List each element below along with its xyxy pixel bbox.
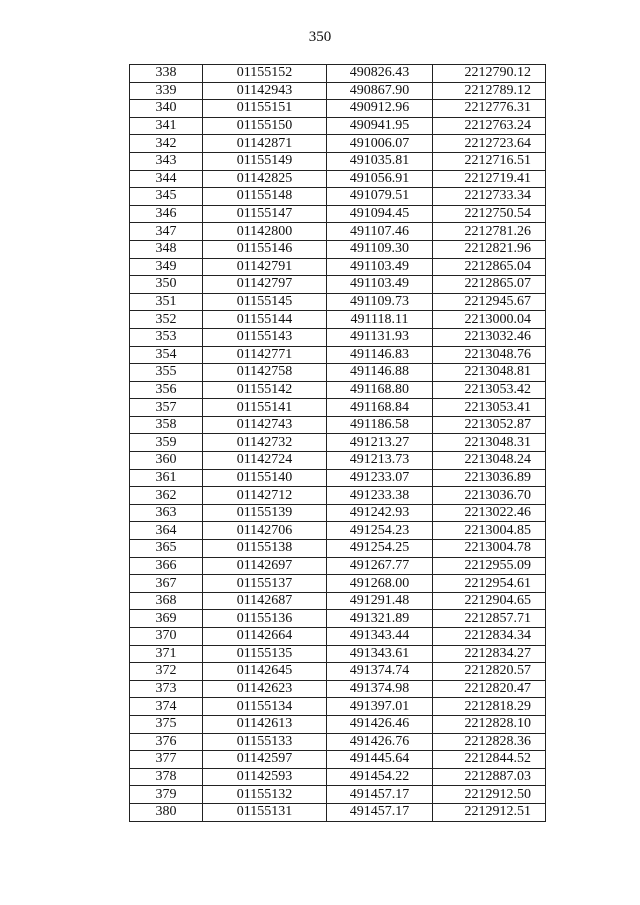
x-coordinate-cell: 491168.80 bbox=[327, 381, 433, 399]
row-number-cell: 359 bbox=[130, 434, 203, 452]
page-number: 350 bbox=[308, 29, 332, 45]
row-number-cell: 361 bbox=[130, 469, 203, 487]
code-cell: 01142593 bbox=[203, 768, 327, 786]
x-coordinate-cell: 491079.51 bbox=[327, 188, 433, 206]
table-row bbox=[130, 592, 546, 610]
code-cell: 01142687 bbox=[203, 592, 327, 610]
x-coordinate-cell: 491254.25 bbox=[327, 540, 433, 558]
code-cell: 01155131 bbox=[203, 803, 327, 821]
code-cell: 01155148 bbox=[203, 188, 327, 206]
y-coordinate-cell: 2213022.46 bbox=[433, 504, 546, 522]
y-coordinate-cell: 2212912.51 bbox=[433, 803, 546, 821]
x-coordinate-cell: 491168.84 bbox=[327, 399, 433, 417]
table-row bbox=[130, 575, 546, 593]
code-cell: 01142771 bbox=[203, 346, 327, 364]
table-row bbox=[130, 170, 546, 188]
row-number-cell: 348 bbox=[130, 240, 203, 258]
y-coordinate-cell: 2212763.24 bbox=[433, 117, 546, 135]
table-row bbox=[130, 293, 546, 311]
x-coordinate-cell: 490867.90 bbox=[327, 82, 433, 100]
table-row bbox=[130, 663, 546, 681]
row-number-cell: 373 bbox=[130, 680, 203, 698]
y-coordinate-cell: 2212781.26 bbox=[433, 223, 546, 241]
table-row bbox=[130, 188, 546, 206]
x-coordinate-cell: 491454.22 bbox=[327, 768, 433, 786]
row-number-cell: 371 bbox=[130, 645, 203, 663]
row-number-cell: 360 bbox=[130, 452, 203, 470]
code-cell: 01142613 bbox=[203, 715, 327, 733]
code-cell: 01155141 bbox=[203, 399, 327, 417]
table-row bbox=[130, 803, 546, 821]
y-coordinate-cell: 2213053.41 bbox=[433, 399, 546, 417]
row-number-cell: 375 bbox=[130, 715, 203, 733]
y-coordinate-cell: 2212818.29 bbox=[433, 698, 546, 716]
y-coordinate-cell: 2213052.87 bbox=[433, 416, 546, 434]
y-coordinate-cell: 2213048.81 bbox=[433, 364, 546, 382]
y-coordinate-cell: 2212716.51 bbox=[433, 152, 546, 170]
table-row bbox=[130, 117, 546, 135]
code-cell: 01142791 bbox=[203, 258, 327, 276]
x-coordinate-cell: 491107.46 bbox=[327, 223, 433, 241]
code-cell: 01155140 bbox=[203, 469, 327, 487]
y-coordinate-cell: 2213048.31 bbox=[433, 434, 546, 452]
code-cell: 01155136 bbox=[203, 610, 327, 628]
y-coordinate-cell: 2212844.52 bbox=[433, 751, 546, 769]
x-coordinate-cell: 490912.96 bbox=[327, 100, 433, 118]
table-row bbox=[130, 346, 546, 364]
x-coordinate-cell: 491186.58 bbox=[327, 416, 433, 434]
x-coordinate-cell: 491131.93 bbox=[327, 328, 433, 346]
x-coordinate-cell: 491103.49 bbox=[327, 276, 433, 294]
x-coordinate-cell: 491146.83 bbox=[327, 346, 433, 364]
row-number-cell: 377 bbox=[130, 751, 203, 769]
table-row bbox=[130, 733, 546, 751]
code-cell: 01142664 bbox=[203, 628, 327, 646]
row-number-cell: 374 bbox=[130, 698, 203, 716]
x-coordinate-cell: 491118.11 bbox=[327, 311, 433, 329]
x-coordinate-cell: 491343.61 bbox=[327, 645, 433, 663]
y-coordinate-cell: 2212789.12 bbox=[433, 82, 546, 100]
table-row bbox=[130, 645, 546, 663]
row-number-cell: 380 bbox=[130, 803, 203, 821]
x-coordinate-cell: 491109.30 bbox=[327, 240, 433, 258]
row-number-cell: 351 bbox=[130, 293, 203, 311]
table-row bbox=[130, 364, 546, 382]
row-number-cell: 352 bbox=[130, 311, 203, 329]
y-coordinate-cell: 2212865.04 bbox=[433, 258, 546, 276]
y-coordinate-cell: 2213032.46 bbox=[433, 328, 546, 346]
x-coordinate-cell: 491291.48 bbox=[327, 592, 433, 610]
table-row bbox=[130, 522, 546, 540]
y-coordinate-cell: 2213036.89 bbox=[433, 469, 546, 487]
y-coordinate-cell: 2212821.96 bbox=[433, 240, 546, 258]
table-row bbox=[130, 751, 546, 769]
x-coordinate-cell: 491426.76 bbox=[327, 733, 433, 751]
table-row bbox=[130, 610, 546, 628]
table-row bbox=[130, 434, 546, 452]
y-coordinate-cell: 2212945.67 bbox=[433, 293, 546, 311]
code-cell: 01155144 bbox=[203, 311, 327, 329]
table-row bbox=[130, 680, 546, 698]
row-number-cell: 367 bbox=[130, 575, 203, 593]
row-number-cell: 372 bbox=[130, 663, 203, 681]
y-coordinate-cell: 2212719.41 bbox=[433, 170, 546, 188]
code-cell: 01155150 bbox=[203, 117, 327, 135]
row-number-cell: 369 bbox=[130, 610, 203, 628]
row-number-cell: 339 bbox=[130, 82, 203, 100]
y-coordinate-cell: 2212828.10 bbox=[433, 715, 546, 733]
x-coordinate-cell: 491254.23 bbox=[327, 522, 433, 540]
row-number-cell: 341 bbox=[130, 117, 203, 135]
x-coordinate-cell: 491321.89 bbox=[327, 610, 433, 628]
code-cell: 01155147 bbox=[203, 205, 327, 223]
code-cell: 01142743 bbox=[203, 416, 327, 434]
row-number-cell: 349 bbox=[130, 258, 203, 276]
y-coordinate-cell: 2212828.36 bbox=[433, 733, 546, 751]
x-coordinate-cell: 490826.43 bbox=[327, 65, 433, 83]
x-coordinate-cell: 491426.46 bbox=[327, 715, 433, 733]
y-coordinate-cell: 2212955.09 bbox=[433, 557, 546, 575]
table-row bbox=[130, 786, 546, 804]
table-row bbox=[130, 540, 546, 558]
y-coordinate-cell: 2213048.24 bbox=[433, 452, 546, 470]
row-number-cell: 354 bbox=[130, 346, 203, 364]
code-cell: 01142645 bbox=[203, 663, 327, 681]
y-coordinate-cell: 2212820.57 bbox=[433, 663, 546, 681]
code-cell: 01155142 bbox=[203, 381, 327, 399]
table-row bbox=[130, 628, 546, 646]
row-number-cell: 347 bbox=[130, 223, 203, 241]
table-row bbox=[130, 135, 546, 153]
code-cell: 01155133 bbox=[203, 733, 327, 751]
y-coordinate-cell: 2212912.50 bbox=[433, 786, 546, 804]
row-number-cell: 379 bbox=[130, 786, 203, 804]
code-cell: 01155149 bbox=[203, 152, 327, 170]
x-coordinate-cell: 491343.44 bbox=[327, 628, 433, 646]
code-cell: 01155138 bbox=[203, 540, 327, 558]
x-coordinate-cell: 490941.95 bbox=[327, 117, 433, 135]
row-number-cell: 378 bbox=[130, 768, 203, 786]
code-cell: 01142758 bbox=[203, 364, 327, 382]
row-number-cell: 340 bbox=[130, 100, 203, 118]
code-cell: 01155152 bbox=[203, 65, 327, 83]
x-coordinate-cell: 491213.27 bbox=[327, 434, 433, 452]
table-row bbox=[130, 557, 546, 575]
code-cell: 01142597 bbox=[203, 751, 327, 769]
table-row bbox=[130, 487, 546, 505]
x-coordinate-cell: 491213.73 bbox=[327, 452, 433, 470]
row-number-cell: 346 bbox=[130, 205, 203, 223]
y-coordinate-cell: 2212790.12 bbox=[433, 65, 546, 83]
row-number-cell: 364 bbox=[130, 522, 203, 540]
row-number-cell: 338 bbox=[130, 65, 203, 83]
table-row bbox=[130, 276, 546, 294]
x-coordinate-cell: 491006.07 bbox=[327, 135, 433, 153]
code-cell: 01155151 bbox=[203, 100, 327, 118]
row-number-cell: 358 bbox=[130, 416, 203, 434]
code-cell: 01142943 bbox=[203, 82, 327, 100]
code-cell: 01142706 bbox=[203, 522, 327, 540]
y-coordinate-cell: 2213053.42 bbox=[433, 381, 546, 399]
row-number-cell: 362 bbox=[130, 487, 203, 505]
y-coordinate-cell: 2212887.03 bbox=[433, 768, 546, 786]
table-row bbox=[130, 698, 546, 716]
code-cell: 01142712 bbox=[203, 487, 327, 505]
code-cell: 01142797 bbox=[203, 276, 327, 294]
y-coordinate-cell: 2212820.47 bbox=[433, 680, 546, 698]
y-coordinate-cell: 2213004.78 bbox=[433, 540, 546, 558]
row-number-cell: 355 bbox=[130, 364, 203, 382]
code-cell: 01142724 bbox=[203, 452, 327, 470]
table-row bbox=[130, 240, 546, 258]
y-coordinate-cell: 2212834.34 bbox=[433, 628, 546, 646]
x-coordinate-cell: 491374.98 bbox=[327, 680, 433, 698]
coordinates-table bbox=[129, 64, 546, 822]
x-coordinate-cell: 491056.91 bbox=[327, 170, 433, 188]
code-cell: 01142697 bbox=[203, 557, 327, 575]
row-number-cell: 363 bbox=[130, 504, 203, 522]
row-number-cell: 344 bbox=[130, 170, 203, 188]
table-row bbox=[130, 82, 546, 100]
y-coordinate-cell: 2212857.71 bbox=[433, 610, 546, 628]
code-cell: 01155135 bbox=[203, 645, 327, 663]
table-row bbox=[130, 223, 546, 241]
code-cell: 01142732 bbox=[203, 434, 327, 452]
row-number-cell: 350 bbox=[130, 276, 203, 294]
x-coordinate-cell: 491267.77 bbox=[327, 557, 433, 575]
code-cell: 01142800 bbox=[203, 223, 327, 241]
y-coordinate-cell: 2212776.31 bbox=[433, 100, 546, 118]
code-cell: 01155134 bbox=[203, 698, 327, 716]
x-coordinate-cell: 491242.93 bbox=[327, 504, 433, 522]
x-coordinate-cell: 491094.45 bbox=[327, 205, 433, 223]
table-row bbox=[130, 381, 546, 399]
y-coordinate-cell: 2212723.64 bbox=[433, 135, 546, 153]
x-coordinate-cell: 491035.81 bbox=[327, 152, 433, 170]
table-row bbox=[130, 469, 546, 487]
row-number-cell: 353 bbox=[130, 328, 203, 346]
code-cell: 01142825 bbox=[203, 170, 327, 188]
x-coordinate-cell: 491445.64 bbox=[327, 751, 433, 769]
x-coordinate-cell: 491146.88 bbox=[327, 364, 433, 382]
x-coordinate-cell: 491397.01 bbox=[327, 698, 433, 716]
row-number-cell: 342 bbox=[130, 135, 203, 153]
y-coordinate-cell: 2212750.54 bbox=[433, 205, 546, 223]
table-row bbox=[130, 416, 546, 434]
x-coordinate-cell: 491457.17 bbox=[327, 803, 433, 821]
code-cell: 01155143 bbox=[203, 328, 327, 346]
table-row bbox=[130, 311, 546, 329]
row-number-cell: 368 bbox=[130, 592, 203, 610]
row-number-cell: 345 bbox=[130, 188, 203, 206]
row-number-cell: 370 bbox=[130, 628, 203, 646]
x-coordinate-cell: 491268.00 bbox=[327, 575, 433, 593]
code-cell: 01155146 bbox=[203, 240, 327, 258]
table-row bbox=[130, 258, 546, 276]
y-coordinate-cell: 2212954.61 bbox=[433, 575, 546, 593]
table-row bbox=[130, 100, 546, 118]
row-number-cell: 376 bbox=[130, 733, 203, 751]
table-row bbox=[130, 205, 546, 223]
table-row bbox=[130, 65, 546, 83]
table-row bbox=[130, 452, 546, 470]
table-row bbox=[130, 504, 546, 522]
x-coordinate-cell: 491109.73 bbox=[327, 293, 433, 311]
table-row bbox=[130, 768, 546, 786]
y-coordinate-cell: 2212834.27 bbox=[433, 645, 546, 663]
row-number-cell: 356 bbox=[130, 381, 203, 399]
y-coordinate-cell: 2213048.76 bbox=[433, 346, 546, 364]
code-cell: 01155137 bbox=[203, 575, 327, 593]
x-coordinate-cell: 491233.07 bbox=[327, 469, 433, 487]
table-row bbox=[130, 152, 546, 170]
y-coordinate-cell: 2212733.34 bbox=[433, 188, 546, 206]
code-cell: 01155139 bbox=[203, 504, 327, 522]
y-coordinate-cell: 2213036.70 bbox=[433, 487, 546, 505]
y-coordinate-cell: 2213000.04 bbox=[433, 311, 546, 329]
table-body bbox=[130, 65, 546, 822]
code-cell: 01142623 bbox=[203, 680, 327, 698]
row-number-cell: 366 bbox=[130, 557, 203, 575]
y-coordinate-cell: 2212904.65 bbox=[433, 592, 546, 610]
table-row bbox=[130, 715, 546, 733]
x-coordinate-cell: 491457.17 bbox=[327, 786, 433, 804]
code-cell: 01142871 bbox=[203, 135, 327, 153]
x-coordinate-cell: 491233.38 bbox=[327, 487, 433, 505]
y-coordinate-cell: 2213004.85 bbox=[433, 522, 546, 540]
x-coordinate-cell: 491103.49 bbox=[327, 258, 433, 276]
table-row bbox=[130, 328, 546, 346]
row-number-cell: 365 bbox=[130, 540, 203, 558]
code-cell: 01155132 bbox=[203, 786, 327, 804]
x-coordinate-cell: 491374.74 bbox=[327, 663, 433, 681]
row-number-cell: 357 bbox=[130, 399, 203, 417]
row-number-cell: 343 bbox=[130, 152, 203, 170]
y-coordinate-cell: 2212865.07 bbox=[433, 276, 546, 294]
table-row bbox=[130, 399, 546, 417]
code-cell: 01155145 bbox=[203, 293, 327, 311]
